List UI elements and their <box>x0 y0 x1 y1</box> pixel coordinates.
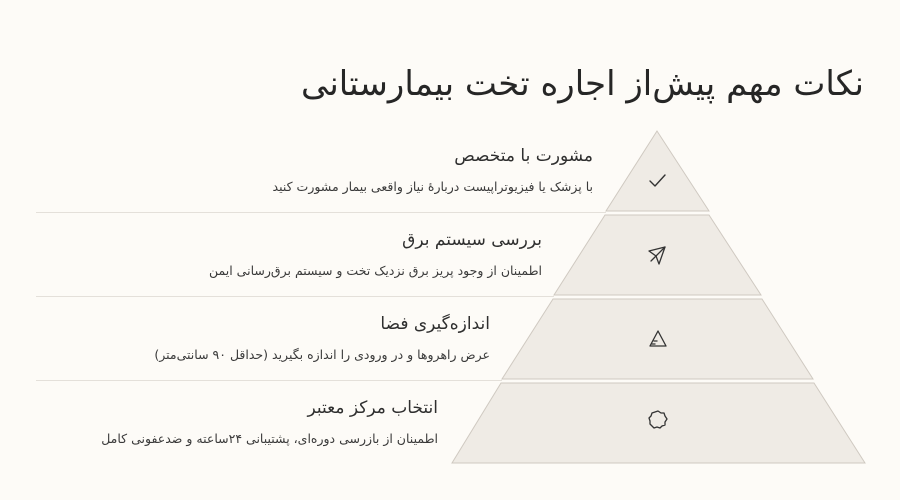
pyramid-tier-1 <box>606 131 709 211</box>
pyramid-tier-4 <box>452 383 865 463</box>
pyramid-tier-3 <box>502 299 813 379</box>
step-title: مشورت با متخصص <box>454 146 593 166</box>
divider-2 <box>36 296 554 297</box>
step-3 <box>40 312 490 365</box>
divider-1 <box>36 212 606 213</box>
step-description: اطمینان از بازرسی دوره‌ای، پشتیبانی ۲۴ساعته و ضدعفونی کامل <box>101 431 438 446</box>
step-title: انتخاب مرکز معتبر <box>307 398 438 418</box>
divider-3 <box>36 380 502 381</box>
step-description: با پزشک یا فیزیوتراپیست دربارهٔ نیاز واقعی بیمار مشورت کنید <box>272 179 593 194</box>
step-2 <box>42 228 542 281</box>
step-title: بررسی سیستم برق <box>402 230 542 250</box>
step-description: عرض راهروها و در ورودی را اندازه بگیرید (حداقل ۹۰ سانتی‌متر) <box>154 347 490 362</box>
step-title: اندازه‌گیری فضا <box>380 314 490 334</box>
step-4 <box>18 396 438 449</box>
step-description: اطمینان از وجود پریز برق نزدیک تخت و سیستم برق‌رسانی ایمن <box>209 263 542 278</box>
page-title: نکات مهم پیش‌از اجاره تخت بیمارستانی <box>300 64 864 104</box>
step-1 <box>73 144 593 197</box>
